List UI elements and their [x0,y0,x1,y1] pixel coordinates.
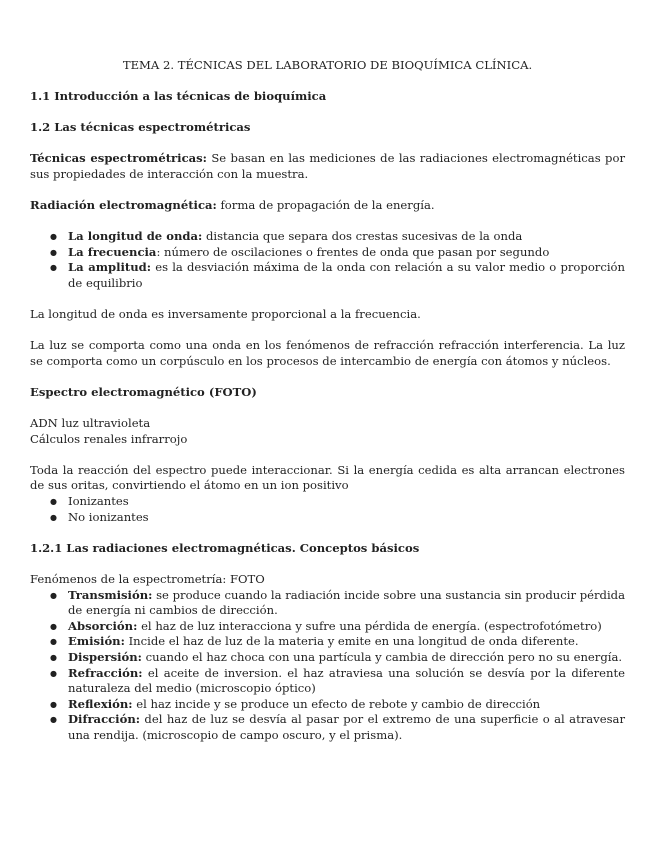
list-wave-properties [30,229,625,291]
text-difraccion: del haz de luz se desvía al pasar por el extremo de una superficie o al atravesar una rendija. (microscopio de campo oscuro, y el prisma). [68,712,625,742]
term-emision: Emisión: [68,634,125,649]
text-reflexion: el haz incide y se produce un efecto de rebote y cambio de dirección [132,696,541,711]
heading-1-2-1: 1.2.1 Las radiaciones electromagnéticas. Conceptos básicos [30,540,420,555]
document-title: TEMA 2. TÉCNICAS DEL LABORATORIO DE BIOQUÍMICA CLÍNICA. [122,58,533,72]
term-longitud: La longitud de onda: [68,228,203,243]
list-item-ionizantes: ● Ionizantes [68,494,625,510]
list-item-frecuencia [68,245,625,261]
list-item-refraccion [68,666,625,697]
list-item-difraccion [68,712,625,743]
text-frecuencia: : número de oscilaciones o frentes de onda que pasan por segundo [156,244,550,259]
list-item-reflexion [68,697,625,713]
term-tecnicas: Técnicas espectrométricas: [30,150,207,165]
heading-1-1: 1.1 Introducción a las técnicas de bioquímica [30,88,327,103]
text-refraccion: el aceite de inversion. el haz atraviesa una solución se desvía por la diferente naturaleza del medio (microscopio óptico) [68,665,625,696]
term-radiacion: Radiación electromagnética: [30,197,217,212]
fenomenos-intro: Fenómenos de la espectrometría: FOTO [30,572,265,586]
list-item-dispersion [68,650,625,666]
paragraph-luz: La luz se comporta como una onda en los fenómenos de refracción refracción interferencia. La luz se comporta como un corpúsculo en los procesos de intercambio de energía con átomos y núcleos. [30,338,625,368]
paragraph-reaccion: Toda la reacción del espectro puede interaccionar. Si la energía cedida es alta arrancan electrones de sus oritas, convirtiendo el átomo en un ion positivo [30,462,625,493]
term-amplitud: La amplitud: [68,260,152,275]
term-refraccion: Refracción: [68,665,143,680]
term-transmision: Transmisión: [68,587,153,602]
text-emision: Incide el haz de luz de la materia y emite en una longitud de onda diferente. [124,634,579,649]
term-reflexion: Reflexión: [68,696,133,711]
list-item-emision [68,634,625,650]
paragraph-radiacion [30,198,625,214]
text-amplitud: es la desviación máxima de la onda con relación a su valor medio o proporción de equilibrio [68,260,625,290]
list-item-no-ionizantes: ● No ionizantes [68,510,625,526]
text-dispersion: cuando el haz choca con una partícula y cambia de dirección pero no su energía. [141,649,623,664]
text-radiacion: forma de propagación de la energía. [216,197,435,212]
paragraph-longitud: La longitud de onda es inversamente proporcional a la frecuencia. [30,306,421,321]
term-frecuencia: La frecuencia [68,244,157,259]
term-dispersion: Dispersión: [68,649,142,664]
heading-espectro: Espectro electromagnético (FOTO) [30,384,257,399]
list-ionizantes [30,494,625,525]
text-longitud: distancia que separa dos crestas sucesivas de la onda [202,228,523,243]
list-item-amplitud [68,260,625,291]
text-transmision: se produce cuando la radiación incide sobre una sustancia sin producir pérdida de energía ni cambios de dirección. [68,587,625,618]
heading-1-2: 1.2 Las técnicas espectrométricas [30,119,251,134]
list-item-longitud [68,229,625,245]
text-absorcion: el haz de luz interacciona y sufre una pérdida de energía. (espectrofotómetro) [137,618,602,633]
list-item-absorcion [68,619,625,635]
list-item-transmision [68,588,625,619]
term-absorcion: Absorción: [68,618,138,633]
paragraph-tecnicas [30,151,625,182]
term-difraccion: Difracción: [68,712,141,727]
text-tecnicas: Se basan en las mediciones de las radiaciones electromagnéticas por sus propiedades de interacción con la muestra. [30,150,625,181]
line-calculos: Cálculos renales infrarrojo [30,431,188,446]
list-fenomenos [30,588,625,744]
line-adn: ADN luz ultravioleta [30,416,151,431]
